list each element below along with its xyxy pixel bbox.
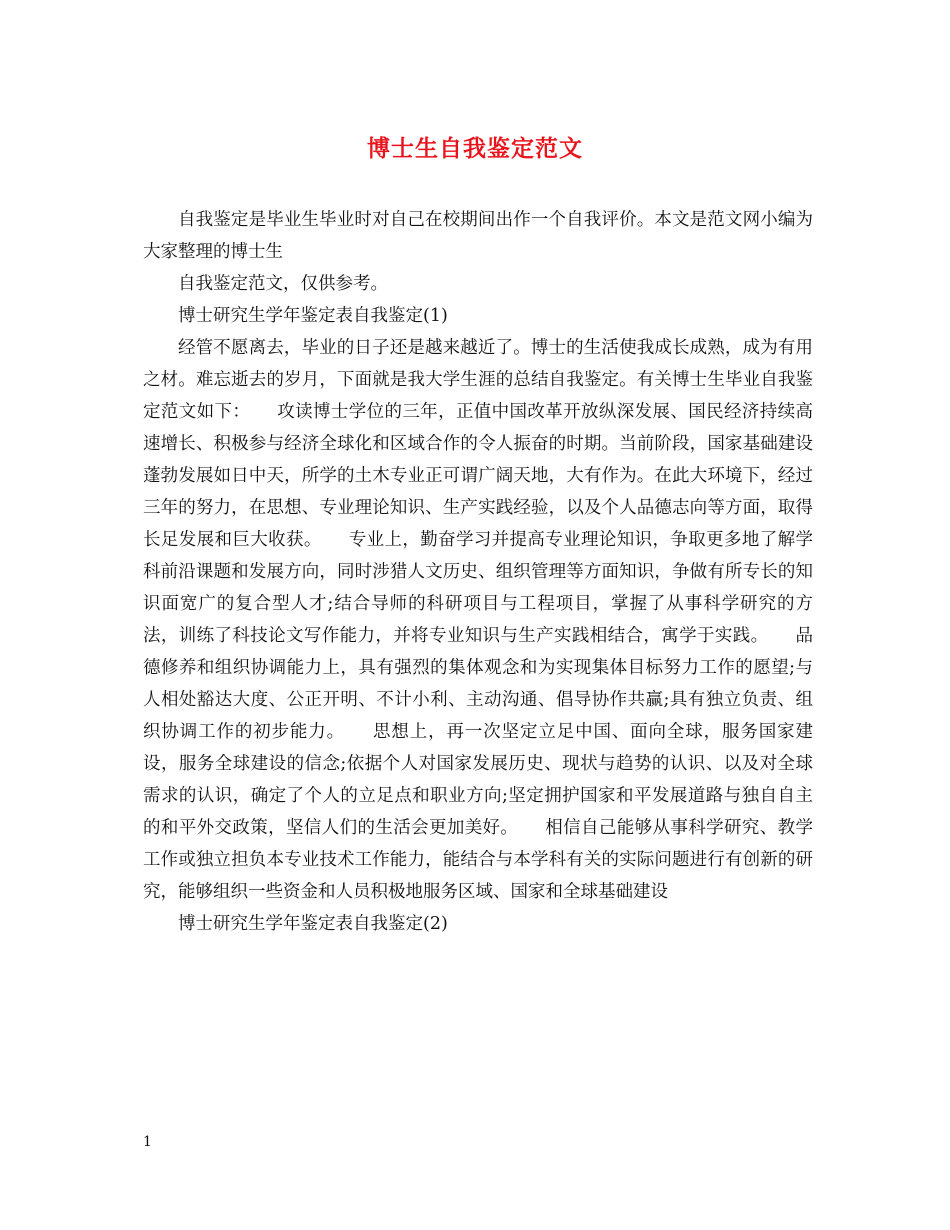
paragraph-intro-continued: 自我鉴定范文，仅供参考。: [178, 274, 388, 294]
document-body: [143, 204, 813, 940]
section-heading-1: 博士研究生学年鉴定表自我鉴定(1): [178, 306, 448, 326]
paragraph-main: 经管不愿离去，毕业的日子还是越来越近了。博士的生活使我成长成熟，成为有用之材。难忘逝去的岁月，下面就是我大学生涯的总结自我鉴定。有关博士生毕业自我鉴定范文如下： 攻读博士学位的三年，正值中国改革开放纵深发展、国民经济持续高速增长、积极参与经济全球化和区域合作的令人振奋的时期。当前阶段，国家基础建设蓬勃发展如日中天，所学的土木专业正可谓广阔天地，大有作为。在此大环境下，经过三年的努力，在思想、专业理论知识、生产实践经验，以及个人品德志向等方面，取得长足发展和巨大收获。 专业上，勤奋学习并提高专业理论知识，争取更多地了解学科前沿课题和发展方向，同时涉猎人文历史、组织管理等方面知识，争做有所专长的知识面宽广的复合型人才;结合导师的科研项目与工程项目，掌握了从事科学研究的方法，训练了科技论文写作能力，并将专业知识与生产实践相结合，寓学于实践。 品德修养和组织协调能力上，具有强烈的集体观念和为实现集体目标努力工作的愿望;与人相处豁达大度、公正开明、不计小利、主动沟通、倡导协作共赢;具有独立负责、组织协调工作的初步能力。 思想上，再一次坚定立足中国、面向全球，服务国家建设，服务全球建设的信念;依据个人对国家发展历史、现状与趋势的认识、以及对全球需求的认识，确定了个人的立足点和职业方向;坚定拥护国家和平发展道路与独自自主的和平外交政策，坚信人们的生活会更加美好。 相信自己能够从事科学研究、教学工作或独立担负本专业技术工作能力，能结合与本学科有关的实际问题进行有创新的研究，能够组织一些资金和人员积极地服务区域、国家和全球基础建设: [143, 338, 813, 902]
section-heading-2: 博士研究生学年鉴定表自我鉴定(2): [178, 914, 448, 934]
document-title: 博士生自我鉴定范文: [367, 135, 583, 162]
paragraph-intro: 自我鉴定是毕业生毕业时对自己在校期间出作一个自我评价。本文是范文网小编为大家整理的博士生: [143, 210, 813, 262]
page-number: 1: [143, 1134, 152, 1150]
